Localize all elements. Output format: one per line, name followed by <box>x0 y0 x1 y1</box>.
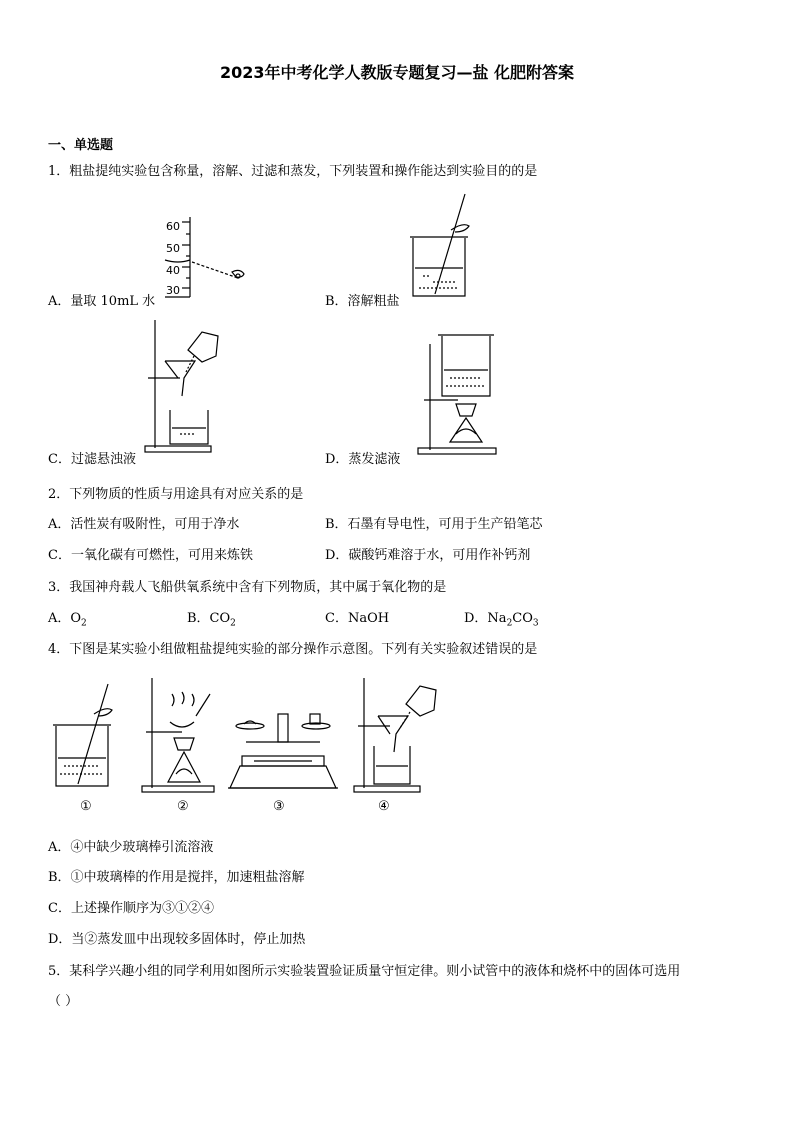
cylinder-tick-50: 50 <box>166 242 180 255</box>
cylinder-tick-40: 40 <box>166 264 180 277</box>
graduated-cylinder-figure <box>160 212 260 302</box>
q4-fig-label-2: ② <box>177 799 189 814</box>
q4-option-c[interactable]: C．上述操作顺序为③①②④ <box>48 901 214 916</box>
question-5-paren: （ ） <box>48 994 79 1009</box>
q4-option-d[interactable]: D．当②蒸发皿中出现较多固体时，停止加热 <box>48 932 306 947</box>
q4-fig-label-3: ③ <box>273 799 285 814</box>
section-heading: 一、单选题 <box>48 138 114 153</box>
q4-option-b[interactable]: B．①中玻璃棒的作用是搅拌，加速粗盐溶解 <box>48 870 305 885</box>
q4-beaker-figure <box>50 680 120 790</box>
q3-option-b[interactable]: B．$CO_2$ <box>187 611 236 629</box>
filtration-figure <box>140 316 240 456</box>
q1-option-d[interactable]: D．蒸发滤液 <box>325 452 401 467</box>
cylinder-tick-60: 60 <box>166 220 180 233</box>
q3-option-a[interactable]: A．$O_2$ <box>48 611 87 629</box>
q4-filtration-figure <box>350 676 450 796</box>
q4-fig-label-1: ① <box>80 799 92 814</box>
q1-option-c[interactable]: C．过滤悬浊液 <box>48 452 136 467</box>
q4-fig-label-4: ④ <box>378 799 390 814</box>
evaporation-figure <box>410 330 500 456</box>
cylinder-tick-30: 30 <box>166 284 180 297</box>
question-1-stem: 1．粗盐提纯实验包含称量，溶解、过滤和蒸发，下列装置和操作能达到实验目的的是 <box>48 164 538 179</box>
question-5-stem: 5．某科学兴趣小组的同学利用如图所示实验装置验证质量守恒定律。则小试管中的液体和烧杯中的固体可选用 <box>48 964 681 979</box>
q2-option-b[interactable]: B．石墨有导电性，可用于生产铅笔芯 <box>325 517 543 532</box>
q1-option-a[interactable]: A．量取 10mL 水 <box>48 294 156 309</box>
question-4-stem: 4．下图是某实验小组做粗盐提纯实验的部分操作示意图。下列有关实验叙述错误的是 <box>48 642 538 657</box>
q4-balance-figure <box>226 706 340 792</box>
q2-option-d[interactable]: D．碳酸钙难溶于水，可用作补钙剂 <box>325 548 531 563</box>
q3-option-c[interactable]: C．NaOH <box>325 611 390 626</box>
question-2-stem: 2．下列物质的性质与用途具有对应关系的是 <box>48 487 304 502</box>
q2-option-a[interactable]: A．活性炭有吸附性，可用于净水 <box>48 517 240 532</box>
dissolve-beaker-figure <box>405 190 475 300</box>
q4-evaporation-figure <box>138 676 222 796</box>
q3-option-d[interactable]: D．$Na_2CO_3$ <box>464 611 539 629</box>
q1-option-b[interactable]: B．溶解粗盐 <box>325 294 400 309</box>
page-title: 2023年中考化学人教版专题复习—盐 化肥附答案 <box>219 63 575 82</box>
question-3-stem: 3．我国神舟载人飞船供氧系统中含有下列物质，其中属于氧化物的是 <box>48 580 447 595</box>
q4-option-a[interactable]: A．④中缺少玻璃棒引流溶液 <box>48 840 214 855</box>
q2-option-c[interactable]: C．一氧化碳有可燃性，可用来炼铁 <box>48 548 253 563</box>
